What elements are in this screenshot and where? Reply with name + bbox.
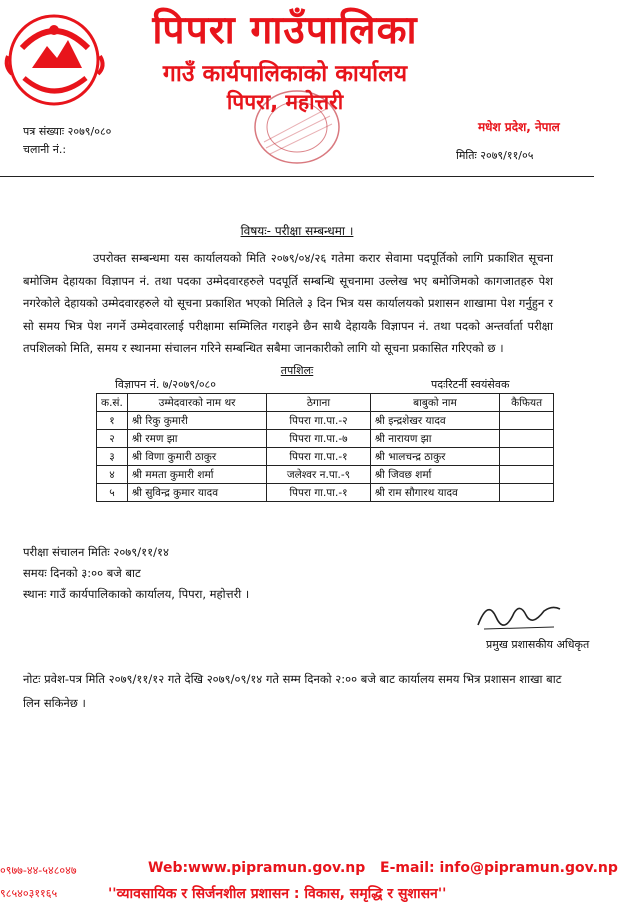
table-row — [97, 430, 554, 448]
post-name: पदःरिटर्नी स्वयंसेवक — [431, 378, 510, 391]
serial-cell: ५ — [97, 484, 128, 502]
candidate-table — [96, 393, 554, 502]
address-cell: पिपरा गा.पा.-२ — [267, 412, 371, 430]
signature-icon — [474, 595, 564, 633]
footer-phone-2: ९८५४०३११६५ — [0, 887, 58, 900]
column-header: बाबुको नाम — [370, 394, 499, 412]
column-header: उम्मेदवारको नाम थर — [127, 394, 266, 412]
footer-slogan: ''व्यावसायिक र सिर्जनशील प्रशासन : विकास, समृद्धि र सुशासन'' — [108, 886, 447, 902]
address-cell: पिपरा गा.पा.-७ — [267, 430, 371, 448]
remarks-cell — [500, 412, 554, 430]
serial-cell: ४ — [97, 466, 128, 484]
column-header: कैफियत — [500, 394, 554, 412]
father-name-cell: श्री राम सौगारथ यादव — [370, 484, 499, 502]
office-stamp-icon — [248, 86, 346, 168]
advertisement-number: विज्ञापन नं. ७/२०७९/०८० — [115, 378, 216, 391]
father-name-cell: श्री जिवछ शर्मा — [370, 466, 499, 484]
exam-place: स्थानः गाउँ कार्यपालिकाको कार्यालय, पिपरा, महोत्तरी । — [23, 587, 250, 601]
table-row — [97, 484, 554, 502]
remarks-cell — [500, 448, 554, 466]
column-header: क.सं. — [97, 394, 128, 412]
nepal-emblem-icon — [2, 8, 112, 108]
candidate-name-cell: श्री विणा कुमारी ठाकुर — [127, 448, 266, 466]
column-header: ठेगाना — [267, 394, 371, 412]
candidate-name-cell: श्री ममता कुमारी शर्मा — [127, 466, 266, 484]
exam-time: समयः दिनको ३:०० बजे बाट — [23, 566, 141, 580]
note-text: नोटः प्रवेश-पत्र मिति २०७९/११/१२ गते देखि २०७९/०९/१४ गते सम्म दिनको २:०० बजे बाट कार्यालय समय भित्र प्रशासन शाखा बाट लिन सकिनेछ । — [23, 672, 562, 710]
serial-cell: १ — [97, 412, 128, 430]
candidate-name-cell: श्री रिकु कुमारी — [127, 412, 266, 430]
address-cell: पिपरा गा.पा.-१ — [267, 448, 371, 466]
details-label: तपशिलः — [280, 364, 314, 377]
serial-cell: ३ — [97, 448, 128, 466]
signatory-title: प्रमुख प्रशासकीय अधिकृत — [486, 638, 590, 651]
footer-email: E-mail: info@pipramun.gov.np — [380, 860, 618, 876]
table-header-row — [97, 394, 554, 412]
remarks-cell — [500, 430, 554, 448]
table-row — [97, 448, 554, 466]
letter-number: पत्र संख्याः २०७९/०८० — [23, 125, 112, 138]
table-row — [97, 466, 554, 484]
exam-date: परीक्षा संचालन मितिः २०७९/११/१४ — [23, 545, 169, 559]
office-subtitle: गाउँ कार्यपालिकाको कार्यालय — [162, 61, 408, 87]
remarks-cell — [500, 484, 554, 502]
header-divider — [0, 176, 594, 177]
remarks-cell — [500, 466, 554, 484]
notice-body: उपरोक्त सम्बन्धमा यस कार्यालयको मिति २०७९/०४/२६ गतेमा करार सेवामा पदपूर्तिको लागि प्रकाशित सूचना बमोजिम देहायका विज्ञापन नं. तथा पदका उम्मेदवारहरुले पदपूर्ति सम्बन्धि सूचनामा उल्लेख भए बमोजिमको कागजातहरु पेश नगरेकोले देहायको उम्मेदवारहरुले यो सूचना प्रकाशित भएको मितिले ३ दिन भित्र यस कार्यालयको प्रशासन शाखामा पेश गर्नुहुन र सो समय भित्र पेश नगर्ने उम्मेदवारलाई परीक्षामा सम्मिलित गराइने छैन साथै देहायकै विज्ञापन नं. तथा पदको अन्तर्वार्ता परीक्षा तपशिलको मिति, समय र स्थानमा संचालन गरिने सम्बन्धित सबैमा जानकारीको लागि यो सूचना प्रकासित गरिएको छ । — [23, 251, 553, 356]
letter-date: मितिः २०७९/११/०५ — [456, 149, 534, 162]
father-name-cell: श्री भालचन्द्र ठाकुर — [370, 448, 499, 466]
address-cell: पिपरा गा.पा.-१ — [267, 484, 371, 502]
office-location: पिपरा, महोत्तरी — [226, 90, 344, 114]
father-name-cell: श्री नारायण झा — [370, 430, 499, 448]
municipality-title: पिपरा गाउँपालिका — [152, 8, 418, 53]
subject-line: विषयः- परीक्षा सम्बन्धमा । — [240, 224, 354, 238]
dispatch-number: चलानी नं.: — [23, 143, 67, 156]
footer-website: Web:www.pipramun.gov.np — [148, 860, 366, 876]
footer-phone-1: ०९७७-४४-५४८०४७ — [0, 864, 77, 877]
address-cell: जलेश्वर न.पा.-९ — [267, 466, 371, 484]
serial-cell: २ — [97, 430, 128, 448]
candidate-name-cell: श्री रमण झा — [127, 430, 266, 448]
candidate-name-cell: श्री सुविन्द्र कुमार यादव — [127, 484, 266, 502]
province-label: मधेश प्रदेश, नेपाल — [478, 120, 560, 134]
father-name-cell: श्री इन्द्रशेखर यादव — [370, 412, 499, 430]
table-row — [97, 412, 554, 430]
